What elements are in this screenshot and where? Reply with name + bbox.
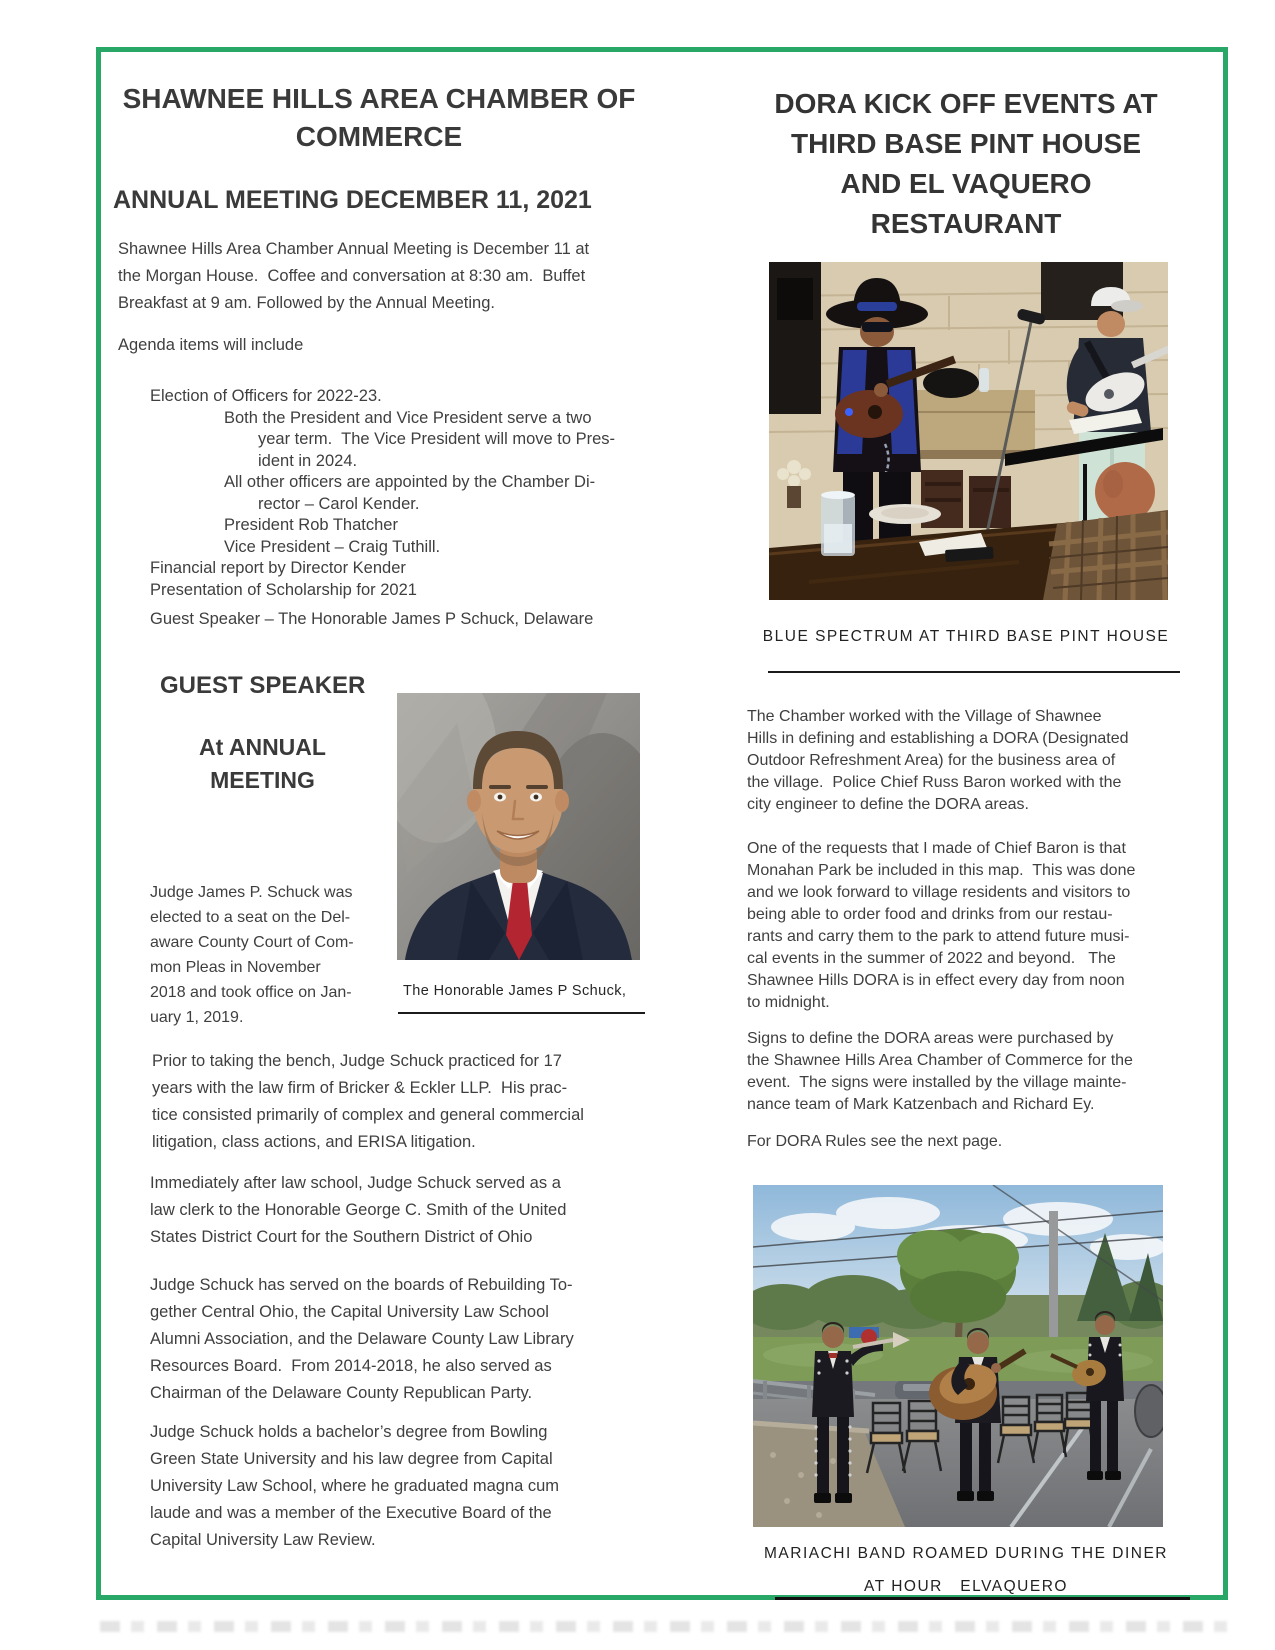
next-page-preview [100, 1621, 1230, 1632]
right-title: DORA KICK OFF EVENTS AT THIRD BASE PINT HOUSE AND EL VAQUERO RESTAURANT [774, 88, 1158, 239]
judge-schuck-portrait-photo [397, 693, 640, 960]
paragraph-chamber-dora: The Chamber worked with the Village of Shawnee Hills in defining and establishing a DORA (Designated Outdoor Refreshment Area) for the business area of the village. Police Chief Russ Baron worked with the city engineer to define the DORA areas. [747, 708, 1129, 813]
guest-speaker-heading: GUEST SPEAKER [160, 672, 366, 699]
blue-spectrum-band-photo [769, 262, 1168, 600]
photo1-caption: BLUE SPECTRUM AT THIRD BASE PINT HOUSE [762, 628, 1170, 645]
mariachi-band-photo [753, 1185, 1163, 1527]
photo2-caption: MARIACHI BAND ROAMED DURING THE DINER AT HOUR ELVAQUERO [764, 1545, 1168, 1595]
paragraph-prior-practice: Prior to taking the bench, Judge Schuck practiced for 17 years with the law firm of Bricker & Eckler LLP. His prac- tice consisted primarily of complex and general commercial litigation, class actions, and ERISA litigation. [152, 1052, 584, 1151]
bottom-rule [775, 1597, 1190, 1600]
agenda-list: Election of Officers for 2022-23. Both the President and Vice President serve a two year term. The Vice President will move to Pres- ident in 2024. All other officers are appointed by the Chamber Di- rector – Carol Kender. President Rob Thatcher Vice President – Craig Tuthill. Financial report by Director Kender Presentation of Scholarship for 2021 Guest Speaker – The Honorable James P Schuck, Delaware [150, 387, 616, 628]
paragraph-monahan-park: One of the requests that I made of Chief Baron is that Monahan Park be included in this map. This was done and we look forward to village residents and visitors to being able to order food and drinks from our restau- rants and carry them to the park to attend future musi- cal events in the summer of 2022 and beyond. The Shawnee Hills DORA is in effect every day from noon to midnight. [747, 840, 1136, 1011]
annual-meeting-heading: ANNUAL MEETING DECEMBER 11, 2021 [113, 186, 592, 214]
agenda-label: Agenda items will include [118, 336, 304, 354]
paragraph-degrees: Judge Schuck holds a bachelor’s degree from Bowling Green State University and his law degree from Capital University Law School, where he graduated magna cum laude and was a member of the Executive Board of the Capital University Law Review. [150, 1423, 560, 1549]
judge-photo-caption: The Honorable James P Schuck, [403, 983, 627, 999]
photo1-caption-rule [768, 671, 1180, 673]
guest-speaker-subheading: At ANNUAL MEETING [199, 734, 326, 793]
paragraph-dora-signs: Signs to define the DORA areas were purchased by the Shawnee Hills Area Chamber of Commerce for the event. The signs were installed by the village mainte- nance team of Mark Katzenbach and Richard Ey. [747, 1030, 1133, 1113]
paragraph-law-clerk: Immediately after law school, Judge Schuck served as a law clerk to the Honorable George C. Smith of the United States District Court for the Southern District of Ohio [150, 1174, 567, 1246]
paragraph-boards: Judge Schuck has served on the boards of Rebuilding To- gether Central Ohio, the Capital University Law School Alumni Association, and the Delaware County Law Library Resources Board. From 2014-2018, he also served as Chairman of the Delaware County Republican Party. [150, 1276, 574, 1402]
left-title: SHAWNEE HILLS AREA CHAMBER OF COMMERCE [122, 83, 636, 152]
judge-caption-rule [398, 1012, 645, 1014]
paragraph-dora-rules: For DORA Rules see the next page. [747, 1133, 1003, 1150]
annual-meeting-intro: Shawnee Hills Area Chamber Annual Meeting is December 11 at the Morgan House. Coffee and conversation at 8:30 am. Buffet Breakfast at 9 am. Followed by the Annual Meeting. [118, 240, 590, 312]
judge-intro-paragraph: Judge James P. Schuck was elected to a seat on the Del- aware County Court of Com- mon Pleas in November 2018 and took office on Jan- uary 1, 2019. [150, 884, 354, 1026]
